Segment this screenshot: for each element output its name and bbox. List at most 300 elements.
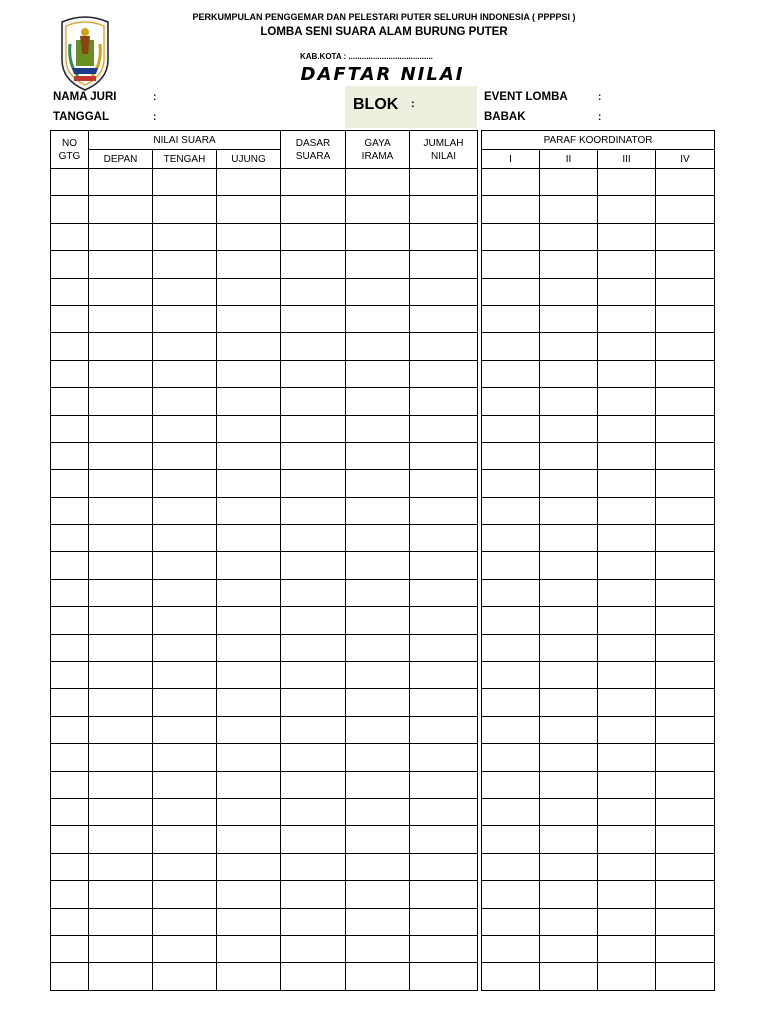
score-table-cell[interactable] [51, 826, 89, 853]
paraf-table-cell[interactable] [540, 388, 598, 415]
paraf-table-cell[interactable] [656, 470, 715, 497]
score-table-cell[interactable] [89, 716, 153, 743]
paraf-table-cell[interactable] [598, 716, 656, 743]
score-table-cell[interactable] [153, 552, 217, 579]
paraf-table-cell[interactable] [482, 470, 540, 497]
paraf-table-cell[interactable] [482, 415, 540, 442]
paraf-table-cell[interactable] [598, 525, 656, 552]
score-table-cell[interactable] [281, 716, 346, 743]
score-table-cell[interactable] [217, 196, 281, 223]
paraf-table-cell[interactable] [540, 223, 598, 250]
score-table-cell[interactable] [346, 333, 410, 360]
score-table-cell[interactable] [153, 360, 217, 387]
score-table-cell[interactable] [89, 169, 153, 196]
paraf-table-cell[interactable] [656, 935, 715, 962]
score-table-cell[interactable] [281, 689, 346, 716]
paraf-table-cell[interactable] [598, 278, 656, 305]
paraf-table-cell[interactable] [540, 853, 598, 880]
score-table-cell[interactable] [346, 525, 410, 552]
score-table-cell[interactable] [217, 607, 281, 634]
paraf-table-cell[interactable] [598, 607, 656, 634]
score-table-cell[interactable] [153, 415, 217, 442]
paraf-table-cell[interactable] [482, 771, 540, 798]
score-table-cell[interactable] [281, 826, 346, 853]
score-table-cell[interactable] [346, 771, 410, 798]
score-table-cell[interactable] [281, 525, 346, 552]
paraf-table-cell[interactable] [656, 278, 715, 305]
paraf-table-cell[interactable] [598, 497, 656, 524]
paraf-table-cell[interactable] [482, 607, 540, 634]
paraf-table-cell[interactable] [482, 798, 540, 825]
score-table-cell[interactable] [217, 360, 281, 387]
score-table-cell[interactable] [281, 223, 346, 250]
score-table-cell[interactable] [89, 278, 153, 305]
paraf-table-cell[interactable] [598, 360, 656, 387]
score-table-cell[interactable] [281, 388, 346, 415]
paraf-table-cell[interactable] [656, 716, 715, 743]
score-table-cell[interactable] [346, 196, 410, 223]
score-table-cell[interactable] [410, 798, 478, 825]
paraf-table-cell[interactable] [656, 333, 715, 360]
score-table-cell[interactable] [89, 360, 153, 387]
score-table-cell[interactable] [51, 744, 89, 771]
paraf-table-cell[interactable] [482, 223, 540, 250]
paraf-table-cell[interactable] [656, 196, 715, 223]
score-table-cell[interactable] [89, 223, 153, 250]
score-table-cell[interactable] [410, 935, 478, 962]
score-table-cell[interactable] [153, 662, 217, 689]
paraf-table-cell[interactable] [540, 634, 598, 661]
score-table-cell[interactable] [346, 634, 410, 661]
score-table-cell[interactable] [281, 935, 346, 962]
paraf-table-cell[interactable] [656, 908, 715, 935]
paraf-table-cell[interactable] [482, 689, 540, 716]
score-table-cell[interactable] [89, 771, 153, 798]
score-table-cell[interactable] [217, 442, 281, 469]
score-table-cell[interactable] [410, 963, 478, 990]
paraf-table-cell[interactable] [482, 305, 540, 332]
paraf-table-cell[interactable] [540, 771, 598, 798]
score-table-cell[interactable] [281, 333, 346, 360]
paraf-table-cell[interactable] [598, 196, 656, 223]
score-table-cell[interactable] [153, 908, 217, 935]
paraf-table-cell[interactable] [540, 415, 598, 442]
score-table-cell[interactable] [51, 333, 89, 360]
score-table-cell[interactable] [89, 196, 153, 223]
score-table-cell[interactable] [153, 716, 217, 743]
paraf-table-cell[interactable] [482, 826, 540, 853]
score-table-cell[interactable] [217, 908, 281, 935]
paraf-table-cell[interactable] [540, 935, 598, 962]
paraf-table-cell[interactable] [482, 634, 540, 661]
paraf-table-cell[interactable] [540, 497, 598, 524]
score-table-cell[interactable] [153, 278, 217, 305]
paraf-table-cell[interactable] [482, 169, 540, 196]
score-table-cell[interactable] [153, 826, 217, 853]
paraf-table-cell[interactable] [656, 223, 715, 250]
paraf-table-cell[interactable] [656, 744, 715, 771]
score-table-cell[interactable] [346, 826, 410, 853]
paraf-table-cell[interactable] [656, 415, 715, 442]
score-table-cell[interactable] [410, 333, 478, 360]
paraf-table-cell[interactable] [540, 251, 598, 278]
paraf-table-cell[interactable] [540, 716, 598, 743]
score-table-cell[interactable] [51, 607, 89, 634]
score-table-cell[interactable] [51, 853, 89, 880]
score-table-cell[interactable] [51, 305, 89, 332]
paraf-table-cell[interactable] [598, 305, 656, 332]
score-table-cell[interactable] [153, 798, 217, 825]
paraf-table-cell[interactable] [482, 881, 540, 908]
paraf-table-cell[interactable] [540, 963, 598, 990]
paraf-table-cell[interactable] [598, 798, 656, 825]
score-table-cell[interactable] [51, 881, 89, 908]
score-table-cell[interactable] [51, 771, 89, 798]
score-table-cell[interactable] [51, 223, 89, 250]
score-table-cell[interactable] [346, 579, 410, 606]
score-table-cell[interactable] [410, 360, 478, 387]
score-table-cell[interactable] [153, 470, 217, 497]
score-table-cell[interactable] [281, 278, 346, 305]
paraf-table-cell[interactable] [598, 935, 656, 962]
paraf-table-cell[interactable] [540, 196, 598, 223]
score-table-cell[interactable] [217, 853, 281, 880]
score-table-cell[interactable] [346, 935, 410, 962]
score-table-cell[interactable] [51, 689, 89, 716]
score-table-cell[interactable] [281, 196, 346, 223]
score-table-cell[interactable] [281, 360, 346, 387]
paraf-table-cell[interactable] [482, 278, 540, 305]
score-table-cell[interactable] [410, 908, 478, 935]
score-table-cell[interactable] [89, 497, 153, 524]
score-table-cell[interactable] [89, 552, 153, 579]
score-table-cell[interactable] [153, 607, 217, 634]
score-table-cell[interactable] [89, 634, 153, 661]
score-table-cell[interactable] [281, 251, 346, 278]
paraf-table-cell[interactable] [540, 881, 598, 908]
paraf-table-cell[interactable] [482, 579, 540, 606]
score-table-cell[interactable] [153, 744, 217, 771]
score-table-cell[interactable] [281, 744, 346, 771]
score-table-cell[interactable] [410, 497, 478, 524]
paraf-table-cell[interactable] [540, 798, 598, 825]
score-table-cell[interactable] [410, 278, 478, 305]
score-table-cell[interactable] [410, 196, 478, 223]
score-table-cell[interactable] [51, 442, 89, 469]
score-table-cell[interactable] [217, 662, 281, 689]
score-table-cell[interactable] [217, 251, 281, 278]
score-table-cell[interactable] [410, 305, 478, 332]
score-table-cell[interactable] [51, 470, 89, 497]
score-table-cell[interactable] [281, 470, 346, 497]
paraf-table-cell[interactable] [482, 360, 540, 387]
paraf-table-cell[interactable] [656, 442, 715, 469]
paraf-table-cell[interactable] [482, 251, 540, 278]
paraf-table-cell[interactable] [482, 853, 540, 880]
paraf-table-cell[interactable] [540, 689, 598, 716]
score-table-cell[interactable] [410, 388, 478, 415]
score-table-cell[interactable] [217, 470, 281, 497]
paraf-table-cell[interactable] [598, 881, 656, 908]
paraf-table-cell[interactable] [482, 935, 540, 962]
score-table-cell[interactable] [410, 634, 478, 661]
score-table-cell[interactable] [217, 305, 281, 332]
score-table-cell[interactable] [346, 360, 410, 387]
score-table-cell[interactable] [217, 881, 281, 908]
paraf-table-cell[interactable] [540, 305, 598, 332]
score-table-cell[interactable] [51, 908, 89, 935]
score-table-cell[interactable] [410, 169, 478, 196]
score-table-cell[interactable] [217, 278, 281, 305]
score-table-cell[interactable] [217, 689, 281, 716]
score-table-cell[interactable] [217, 826, 281, 853]
paraf-table-cell[interactable] [598, 442, 656, 469]
score-table-cell[interactable] [346, 169, 410, 196]
paraf-table-cell[interactable] [598, 579, 656, 606]
score-table-cell[interactable] [153, 853, 217, 880]
score-table-cell[interactable] [281, 853, 346, 880]
paraf-table-cell[interactable] [656, 360, 715, 387]
paraf-table-cell[interactable] [482, 908, 540, 935]
paraf-table-cell[interactable] [598, 771, 656, 798]
score-table-cell[interactable] [217, 634, 281, 661]
score-table-cell[interactable] [153, 305, 217, 332]
score-table-cell[interactable] [217, 497, 281, 524]
score-table-cell[interactable] [346, 607, 410, 634]
paraf-table-cell[interactable] [540, 278, 598, 305]
score-table-cell[interactable] [89, 333, 153, 360]
score-table-cell[interactable] [51, 169, 89, 196]
score-table-cell[interactable] [51, 579, 89, 606]
paraf-table-cell[interactable] [598, 826, 656, 853]
paraf-table-cell[interactable] [598, 388, 656, 415]
score-table-cell[interactable] [51, 251, 89, 278]
paraf-table-cell[interactable] [656, 689, 715, 716]
score-table-cell[interactable] [153, 579, 217, 606]
paraf-table-cell[interactable] [656, 525, 715, 552]
score-table-cell[interactable] [51, 360, 89, 387]
paraf-table-cell[interactable] [656, 826, 715, 853]
paraf-table-cell[interactable] [540, 607, 598, 634]
score-table-cell[interactable] [153, 196, 217, 223]
score-table-cell[interactable] [217, 525, 281, 552]
score-table-cell[interactable] [153, 881, 217, 908]
score-table-cell[interactable] [346, 963, 410, 990]
score-table-cell[interactable] [89, 662, 153, 689]
paraf-table-cell[interactable] [540, 169, 598, 196]
paraf-table-cell[interactable] [656, 251, 715, 278]
score-table-cell[interactable] [346, 251, 410, 278]
paraf-table-cell[interactable] [656, 305, 715, 332]
score-table-cell[interactable] [281, 908, 346, 935]
paraf-table-cell[interactable] [540, 552, 598, 579]
paraf-table-cell[interactable] [482, 442, 540, 469]
score-table-cell[interactable] [410, 826, 478, 853]
score-table-cell[interactable] [346, 881, 410, 908]
score-table-cell[interactable] [410, 442, 478, 469]
score-table-cell[interactable] [51, 798, 89, 825]
score-table-cell[interactable] [346, 716, 410, 743]
score-table-cell[interactable] [153, 169, 217, 196]
score-table-cell[interactable] [346, 908, 410, 935]
paraf-table-cell[interactable] [540, 442, 598, 469]
score-table-cell[interactable] [51, 935, 89, 962]
score-table-cell[interactable] [346, 470, 410, 497]
score-table-cell[interactable] [410, 744, 478, 771]
score-table-cell[interactable] [217, 388, 281, 415]
paraf-table-cell[interactable] [482, 744, 540, 771]
score-table-cell[interactable] [51, 497, 89, 524]
score-table-cell[interactable] [346, 798, 410, 825]
paraf-table-cell[interactable] [656, 497, 715, 524]
score-table-cell[interactable] [153, 442, 217, 469]
score-table-cell[interactable] [346, 662, 410, 689]
score-table-cell[interactable] [346, 552, 410, 579]
score-table-cell[interactable] [153, 689, 217, 716]
score-table-cell[interactable] [410, 771, 478, 798]
paraf-table-cell[interactable] [598, 251, 656, 278]
score-table-cell[interactable] [89, 908, 153, 935]
paraf-table-cell[interactable] [540, 908, 598, 935]
paraf-table-cell[interactable] [540, 333, 598, 360]
score-table-cell[interactable] [51, 278, 89, 305]
paraf-table-cell[interactable] [482, 196, 540, 223]
score-table-cell[interactable] [346, 223, 410, 250]
score-table-cell[interactable] [153, 223, 217, 250]
paraf-table-cell[interactable] [540, 744, 598, 771]
score-table-cell[interactable] [410, 251, 478, 278]
score-table-cell[interactable] [281, 798, 346, 825]
score-table-cell[interactable] [153, 525, 217, 552]
score-table-cell[interactable] [89, 744, 153, 771]
paraf-table-cell[interactable] [482, 552, 540, 579]
score-table-cell[interactable] [346, 497, 410, 524]
paraf-table-cell[interactable] [656, 798, 715, 825]
score-table-cell[interactable] [410, 716, 478, 743]
paraf-table-cell[interactable] [540, 525, 598, 552]
score-table-cell[interactable] [153, 634, 217, 661]
paraf-table-cell[interactable] [482, 963, 540, 990]
paraf-table-cell[interactable] [656, 552, 715, 579]
score-table-cell[interactable] [217, 169, 281, 196]
score-table-cell[interactable] [89, 826, 153, 853]
paraf-table-cell[interactable] [598, 552, 656, 579]
score-table-cell[interactable] [281, 497, 346, 524]
paraf-table-cell[interactable] [598, 470, 656, 497]
score-table-cell[interactable] [217, 552, 281, 579]
paraf-table-cell[interactable] [540, 662, 598, 689]
score-table-cell[interactable] [281, 881, 346, 908]
score-table-cell[interactable] [410, 853, 478, 880]
score-table-cell[interactable] [281, 169, 346, 196]
score-table-cell[interactable] [153, 333, 217, 360]
score-table-cell[interactable] [217, 223, 281, 250]
score-table-cell[interactable] [51, 415, 89, 442]
score-table-cell[interactable] [51, 552, 89, 579]
score-table-cell[interactable] [410, 223, 478, 250]
paraf-table-cell[interactable] [656, 169, 715, 196]
score-table-cell[interactable] [153, 388, 217, 415]
score-table-cell[interactable] [217, 333, 281, 360]
score-table-cell[interactable] [346, 388, 410, 415]
paraf-table-cell[interactable] [482, 525, 540, 552]
score-table-cell[interactable] [89, 305, 153, 332]
score-table-cell[interactable] [410, 662, 478, 689]
score-table-cell[interactable] [281, 607, 346, 634]
paraf-table-cell[interactable] [598, 689, 656, 716]
score-table-cell[interactable] [89, 853, 153, 880]
paraf-table-cell[interactable] [598, 634, 656, 661]
paraf-table-cell[interactable] [482, 716, 540, 743]
score-table-cell[interactable] [89, 689, 153, 716]
score-table-cell[interactable] [89, 798, 153, 825]
score-table-cell[interactable] [51, 716, 89, 743]
paraf-table-cell[interactable] [598, 333, 656, 360]
score-table-cell[interactable] [153, 963, 217, 990]
paraf-table-cell[interactable] [656, 579, 715, 606]
paraf-table-cell[interactable] [656, 771, 715, 798]
paraf-table-cell[interactable] [598, 963, 656, 990]
score-table-cell[interactable] [281, 305, 346, 332]
score-table-cell[interactable] [153, 771, 217, 798]
score-table-cell[interactable] [281, 963, 346, 990]
score-table-cell[interactable] [153, 497, 217, 524]
score-table-cell[interactable] [346, 278, 410, 305]
score-table-cell[interactable] [346, 305, 410, 332]
paraf-table-cell[interactable] [598, 662, 656, 689]
score-table-cell[interactable] [217, 579, 281, 606]
paraf-table-cell[interactable] [540, 826, 598, 853]
score-table-cell[interactable] [346, 689, 410, 716]
paraf-table-cell[interactable] [656, 388, 715, 415]
score-table-cell[interactable] [217, 415, 281, 442]
score-table-cell[interactable] [346, 744, 410, 771]
paraf-table-cell[interactable] [656, 662, 715, 689]
paraf-table-cell[interactable] [540, 579, 598, 606]
score-table-cell[interactable] [281, 579, 346, 606]
score-table-cell[interactable] [281, 415, 346, 442]
score-table-cell[interactable] [410, 579, 478, 606]
score-table-cell[interactable] [217, 935, 281, 962]
score-table-cell[interactable] [217, 963, 281, 990]
score-table-cell[interactable] [410, 881, 478, 908]
score-table-cell[interactable] [89, 442, 153, 469]
score-table-cell[interactable] [346, 853, 410, 880]
score-table-cell[interactable] [153, 251, 217, 278]
score-table-cell[interactable] [51, 388, 89, 415]
paraf-table-cell[interactable] [482, 333, 540, 360]
score-table-cell[interactable] [89, 607, 153, 634]
score-table-cell[interactable] [51, 196, 89, 223]
score-table-cell[interactable] [153, 935, 217, 962]
paraf-table-cell[interactable] [482, 388, 540, 415]
paraf-table-cell[interactable] [598, 908, 656, 935]
score-table-cell[interactable] [217, 716, 281, 743]
score-table-cell[interactable] [89, 525, 153, 552]
score-table-cell[interactable] [281, 442, 346, 469]
paraf-table-cell[interactable] [656, 853, 715, 880]
score-table-cell[interactable] [217, 771, 281, 798]
paraf-table-cell[interactable] [598, 169, 656, 196]
paraf-table-cell[interactable] [598, 223, 656, 250]
paraf-table-cell[interactable] [482, 662, 540, 689]
paraf-table-cell[interactable] [598, 853, 656, 880]
paraf-table-cell[interactable] [540, 470, 598, 497]
score-table-cell[interactable] [281, 634, 346, 661]
score-table-cell[interactable] [89, 579, 153, 606]
score-table-cell[interactable] [410, 415, 478, 442]
paraf-table-cell[interactable] [656, 634, 715, 661]
